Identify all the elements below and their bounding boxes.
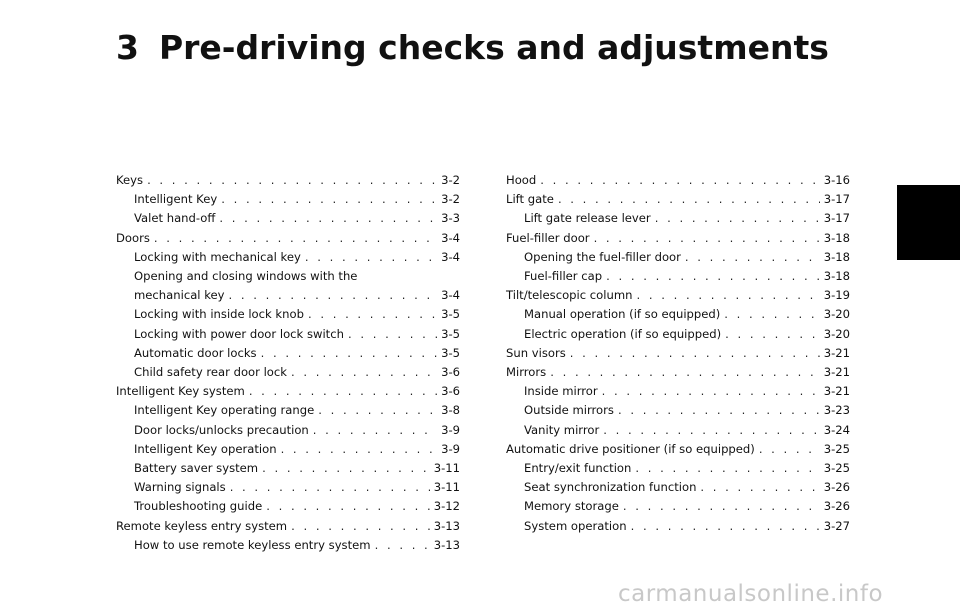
- toc-subentry[interactable]: [116, 190, 460, 209]
- toc-entry-label: Automatic door locks: [134, 345, 257, 360]
- toc-entry-label: Intelligent Key system: [116, 384, 245, 399]
- toc-leader-dots: [313, 421, 437, 440]
- toc-page-number: 3-18: [823, 269, 850, 284]
- toc-subentry[interactable]: [116, 248, 460, 267]
- toc-page-number: 3-20: [823, 307, 850, 322]
- toc-subentry[interactable]: [506, 401, 850, 420]
- toc-leader-dots: [291, 517, 430, 536]
- toc-leader-dots: [261, 344, 437, 363]
- toc-leader-dots: [262, 459, 430, 478]
- toc-leader-dots: [603, 421, 819, 440]
- toc-entry[interactable]: [506, 190, 850, 209]
- toc-leader-dots: [230, 478, 430, 497]
- toc-entry[interactable]: [506, 229, 850, 248]
- toc-leader-dots: [618, 401, 820, 420]
- toc-entry-label: Intelligent Key operation: [134, 441, 277, 456]
- toc-leader-dots: [550, 363, 819, 382]
- toc-entry-label: Mirrors: [506, 365, 547, 380]
- toc-leader-dots: [724, 305, 819, 324]
- toc-page-number: 3-21: [823, 345, 850, 360]
- toc-page-number: 3-17: [823, 211, 850, 226]
- toc-column-right: [506, 171, 850, 536]
- toc-leader-dots: [221, 190, 437, 209]
- toc-subentry[interactable]: [506, 325, 850, 344]
- toc-entry-label: Manual operation (if so equipped): [524, 307, 721, 322]
- toc-entry-label: Doors: [116, 230, 150, 245]
- toc-entry-label: Hood: [506, 173, 537, 187]
- toc-entry-label: Fuel-filler cap: [524, 269, 603, 284]
- toc-leader-dots: [685, 248, 820, 267]
- toc-subentry[interactable]: [506, 305, 850, 324]
- toc-page-number: 3-20: [823, 326, 850, 341]
- toc-subentry[interactable]: [506, 497, 850, 516]
- toc-leader-dots: [725, 325, 820, 344]
- toc-entry[interactable]: [116, 382, 460, 401]
- toc-subentry[interactable]: [506, 421, 850, 440]
- toc-leader-dots: [540, 171, 819, 190]
- toc-subentry[interactable]: [116, 305, 460, 324]
- toc-subentry[interactable]: [116, 286, 460, 305]
- toc-entry-label: Child safety rear door lock: [134, 365, 287, 380]
- toc-subentry[interactable]: [506, 209, 850, 228]
- toc-page-number: 3-2: [441, 192, 460, 207]
- toc-subentry[interactable]: [116, 363, 460, 382]
- toc-page-number: 3-4: [441, 230, 460, 245]
- toc-subentry[interactable]: [116, 344, 460, 363]
- toc-subentry[interactable]: [506, 267, 850, 286]
- toc-leader-dots: [759, 440, 820, 459]
- toc-leader-dots: [570, 344, 820, 363]
- toc-leader-dots: [308, 305, 437, 324]
- toc-entry-label: Warning signals: [134, 480, 226, 495]
- toc-entry-label: Locking with power door lock switch: [134, 326, 344, 341]
- toc-entry[interactable]: [506, 286, 850, 305]
- toc-leader-dots: [318, 401, 437, 420]
- toc-page-number: 3-19: [823, 288, 850, 303]
- toc-leader-dots: [655, 209, 820, 228]
- toc-subentry[interactable]: [506, 382, 850, 401]
- toc-subentry[interactable]: [116, 497, 460, 516]
- toc-page-number: 3-4: [441, 288, 460, 303]
- toc-page-number: 3-3: [441, 211, 460, 226]
- toc-page-number: 3-18: [823, 230, 850, 245]
- toc-page-number: 3-11: [433, 480, 460, 495]
- toc-page-number: 3-8: [441, 403, 460, 418]
- toc-page-number: 3-25: [823, 461, 850, 476]
- toc-leader-dots: [635, 459, 819, 478]
- toc-leader-dots: [219, 209, 437, 228]
- toc-entry[interactable]: [506, 440, 850, 459]
- chapter-title: [116, 28, 829, 67]
- toc-leader-dots: [631, 517, 820, 536]
- toc-page-number: 3-21: [823, 384, 850, 399]
- toc-page-number: 3-26: [823, 480, 850, 495]
- watermark-text: carmanualsonline.info: [618, 581, 884, 607]
- toc-page-number: 3-13: [433, 537, 460, 552]
- toc-leader-dots: [154, 229, 437, 248]
- toc-entry-label: Seat synchronization function: [524, 480, 697, 495]
- toc-entry-label: Opening the fuel-filler door: [524, 249, 681, 264]
- toc-entry[interactable]: [506, 171, 850, 190]
- toc-leader-dots: [348, 325, 437, 344]
- toc-subentry[interactable]: [116, 440, 460, 459]
- toc-page-number: 3-9: [441, 422, 460, 437]
- toc-subentry[interactable]: [506, 517, 850, 536]
- toc-page-number: 3-18: [823, 249, 850, 264]
- toc-column-left: [116, 171, 460, 555]
- toc-entry-label: Sun visors: [506, 345, 566, 360]
- toc-page-number: 3-6: [441, 384, 460, 399]
- toc-leader-dots: [281, 440, 438, 459]
- toc-page-number: 3-26: [823, 499, 850, 514]
- toc-page-number: 3-13: [433, 518, 460, 533]
- toc-entry[interactable]: [116, 517, 460, 536]
- chapter-tab-marker: [897, 185, 960, 260]
- toc-subentry[interactable]: [506, 459, 850, 478]
- toc-page-number: 3-4: [441, 249, 460, 264]
- toc-entry-label: Fuel-filler door: [506, 230, 590, 245]
- toc-entry-label: How to use remote keyless entry system: [134, 537, 371, 552]
- chapter-title-text: Pre-driving checks and adjustments: [158, 28, 829, 67]
- toc-entry-label: Automatic drive positioner (if so equipped): [506, 441, 755, 456]
- toc-leader-dots: [147, 171, 437, 190]
- toc-entry-label: Intelligent Key operating range: [134, 403, 315, 418]
- toc-entry-label: Valet hand-off: [134, 211, 216, 226]
- toc-entry-label: Memory storage: [524, 499, 619, 514]
- toc-entry-label: Battery saver system: [134, 461, 259, 476]
- toc-leader-dots: [375, 536, 430, 555]
- toc-entry-label: Lift gate: [506, 192, 554, 207]
- toc-entry-label: Remote keyless entry system: [116, 518, 288, 533]
- toc-subentry[interactable]: [506, 248, 850, 267]
- toc-entry[interactable]: [116, 229, 460, 248]
- toc-page-number: 3-24: [823, 422, 850, 437]
- toc-leader-dots: [291, 363, 437, 382]
- toc-leader-dots: [594, 229, 820, 248]
- toc-entry-label: Locking with mechanical key: [134, 249, 301, 264]
- toc-entry-label: Inside mirror: [524, 384, 598, 399]
- toc-leader-dots: [558, 190, 820, 209]
- toc-entry-label: Intelligent Key: [134, 192, 218, 207]
- toc-page-number: 3-2: [441, 173, 460, 187]
- toc-entry[interactable]: [116, 171, 460, 190]
- toc-page-number: 3-27: [823, 518, 850, 533]
- toc-page-number: 3-6: [441, 365, 460, 380]
- toc-page-number: 3-5: [441, 326, 460, 341]
- toc-page-number: 3-9: [441, 441, 460, 456]
- chapter-number: 3: [116, 28, 139, 67]
- toc-entry-label: Vanity mirror: [524, 422, 600, 437]
- toc-entry-label: Outside mirrors: [524, 403, 614, 418]
- toc-entry-label: mechanical key: [134, 288, 225, 303]
- toc-subentry[interactable]: [116, 421, 460, 440]
- toc-subentry[interactable]: [116, 459, 460, 478]
- toc-entry-label: Door locks/unlocks precaution: [134, 422, 309, 437]
- toc-page-number: 3-5: [441, 307, 460, 322]
- toc-page-number: 3-11: [433, 461, 460, 476]
- toc-entry-label: Entry/exit function: [524, 461, 632, 476]
- toc-subentry[interactable]: [116, 478, 460, 497]
- toc-leader-dots: [606, 267, 820, 286]
- toc-page-number: 3-21: [823, 365, 850, 380]
- toc-leader-dots: [602, 382, 820, 401]
- toc-entry-label: Locking with inside lock knob: [134, 307, 304, 322]
- toc-leader-dots: [305, 248, 437, 267]
- toc-page-number: 3-23: [823, 403, 850, 418]
- toc-entry-label: Electric operation (if so equipped): [524, 326, 722, 341]
- toc-leader-dots: [249, 382, 437, 401]
- toc-subentry[interactable]: [116, 401, 460, 420]
- toc-entry-label: System operation: [524, 518, 627, 533]
- toc-entry-label: Lift gate release lever: [524, 211, 651, 226]
- toc-leader-dots: [636, 286, 819, 305]
- toc-entry-label: Troubleshooting guide: [134, 499, 263, 514]
- toc-page-number: 3-12: [433, 499, 460, 514]
- toc-leader-dots: [229, 286, 438, 305]
- toc-subentry[interactable]: [116, 209, 460, 228]
- toc-entry-label: Tilt/telescopic column: [506, 288, 633, 303]
- toc-entry-label: Keys: [116, 173, 144, 187]
- toc-leader-dots: [266, 497, 429, 516]
- toc-leader-dots: [623, 497, 820, 516]
- toc-entry[interactable]: [506, 363, 850, 382]
- toc-entry[interactable]: [506, 344, 850, 363]
- toc-subentry[interactable]: [116, 325, 460, 344]
- toc-entry-label-line: Opening and closing windows with the: [134, 269, 358, 284]
- toc-leader-dots: [700, 478, 819, 497]
- toc-page-number: 3-25: [823, 441, 850, 456]
- toc-page-number: 3-17: [823, 192, 850, 207]
- toc-page-number: 3-5: [441, 345, 460, 360]
- toc-subentry[interactable]: [506, 478, 850, 497]
- toc-page-number: 3-16: [823, 173, 850, 187]
- toc-subentry[interactable]: [116, 536, 460, 555]
